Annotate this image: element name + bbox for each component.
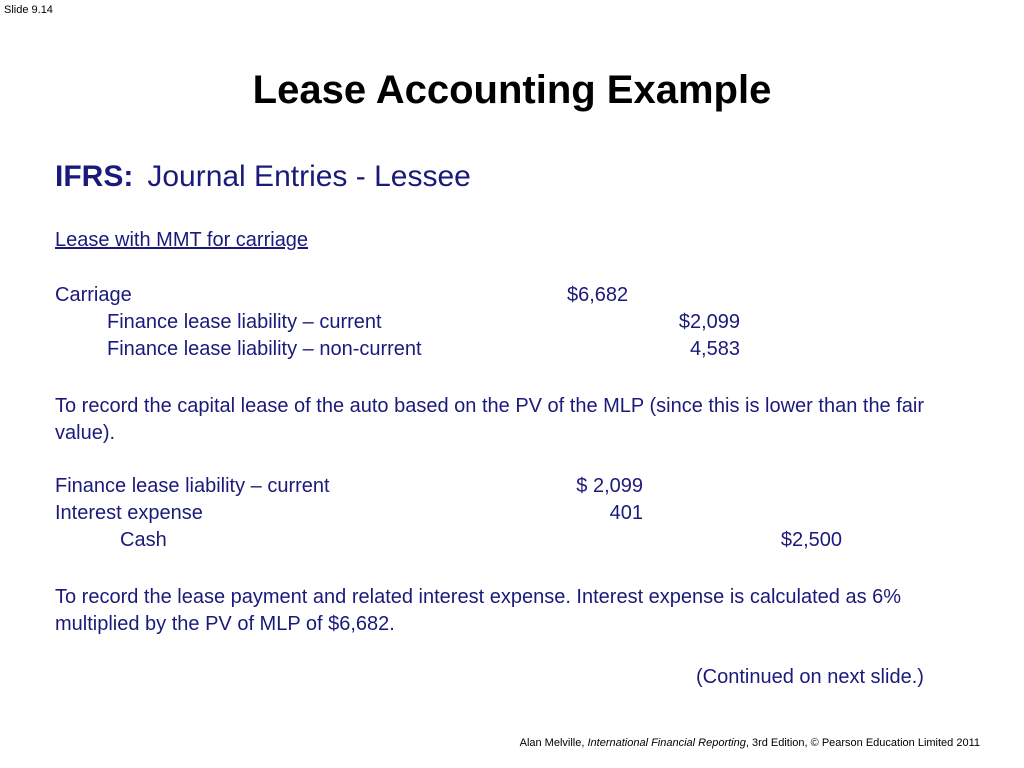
entry2-debit-label: Finance lease liability – current	[55, 475, 330, 497]
footer-book-title: International Financial Reporting	[587, 737, 746, 749]
slide-title: Lease Accounting Example	[252, 68, 772, 112]
heading-topic: Journal Entries - Lessee	[147, 160, 471, 193]
entry1-debit-amount: $6,682	[567, 284, 629, 306]
footer-citation	[520, 737, 980, 749]
slide-number: Slide 9.14	[4, 4, 53, 16]
entry2-credit-label: Cash	[120, 529, 167, 551]
entry1-explanation: To record the capital lease of the auto based on the PV of the MLP (since this is lower than the fair value).	[55, 395, 925, 444]
entry2-debit-label: Interest expense	[55, 502, 203, 524]
entry1-credit-label: Finance lease liability – current	[107, 311, 382, 333]
footer-author: Alan Melville,	[519, 737, 588, 749]
heading-standard: IFRS:	[55, 160, 134, 193]
entry2-debit-amount: $ 2,099	[576, 475, 643, 497]
entry1-debit-label: Carriage	[55, 284, 132, 306]
subheading: Lease with MMT for carriage	[55, 229, 309, 251]
entry1-credit-label: Finance lease liability – non-current	[107, 338, 422, 360]
continued-note: (Continued on next slide.)	[696, 666, 924, 688]
section-heading	[55, 160, 471, 194]
entry2-explanation: To record the lease payment and related interest expense. Interest expense is calculated as 6% multiplied by the PV of MLP of $6,682.	[55, 586, 902, 635]
entry1-credit-amount: 4,583	[689, 338, 740, 360]
entry1-credit-amount: $2,099	[678, 311, 740, 333]
entry2-credit-amount: $2,500	[780, 529, 842, 551]
footer-edition: , 3rd Edition, © Pearson Education Limited 2011	[745, 737, 980, 749]
entry2-debit-amount: 401	[609, 502, 643, 524]
